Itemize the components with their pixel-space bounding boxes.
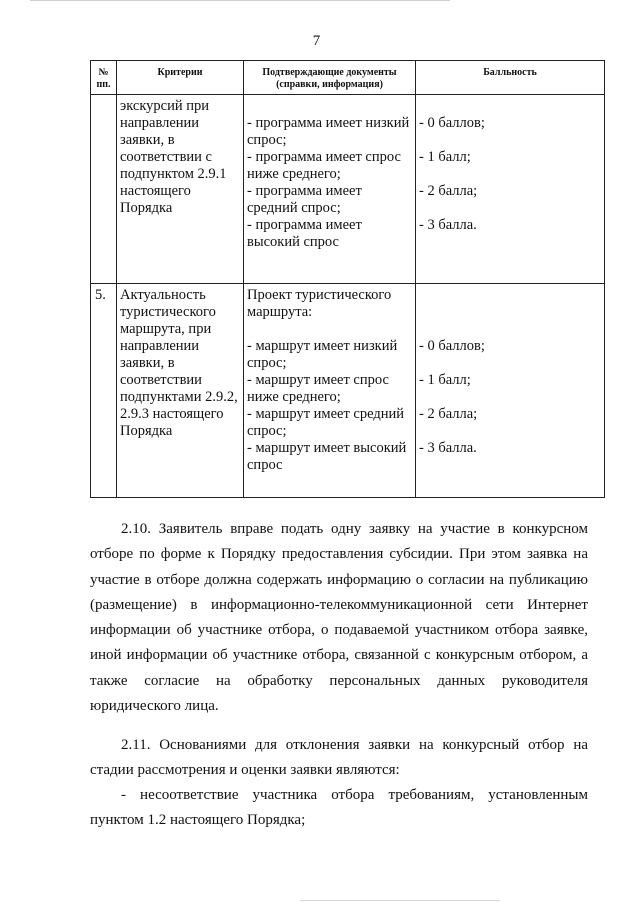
doc-line: - программа имеет высокий спрос — [247, 217, 362, 250]
header-documents: Подтверждающие документы (справки, информация) — [244, 61, 416, 95]
score-line: - 3 балла. — [419, 217, 477, 233]
paragraph-2-10: 2.10. Заявитель вправе подать одну заявку на участие в конкурсном отборе по форме к Порядку предоставления субсидии. При этом заявка на участие в отборе должна содержать информацию о согласии на публикацию (размещение) в информационно-телекоммуникационной сети Интернет информации об участнике отбора, о подаваемой участником отбора заявке, иной информации об участнике отбора, связанной с конкурсным отбором, а также согласие на обработку персональных данных руководителя юридического лица. — [90, 521, 588, 715]
doc-line: - программа имеет спрос ниже среднего; — [247, 149, 401, 182]
table-row — [91, 95, 605, 284]
score-cell — [416, 284, 605, 498]
header-num: № пп. — [91, 61, 117, 95]
scan-top-edge — [30, 0, 450, 1]
score-line: - 1 балл; — [419, 372, 471, 388]
page-number: 7 — [312, 33, 321, 49]
row-number: 5. — [91, 284, 117, 498]
score-line: - 0 баллов; — [419, 115, 485, 131]
criteria-cell: экскурсий при направлении заявки, в соответствии с подпунктом 2.9.1 настоящего Порядка — [117, 95, 244, 284]
criteria-cell: Актуальность туристического маршрута, при направлении заявки, в соответствии подпунктами 2.9.2, 2.9.3 настоящего Порядка — [117, 284, 244, 498]
criteria-table — [90, 60, 605, 498]
row-number — [91, 95, 117, 284]
score-line: - 0 баллов; — [419, 338, 485, 354]
table-header-row — [91, 61, 605, 95]
header-score: Балльность — [416, 61, 605, 95]
doc-intro: Проект туристического маршрута: — [247, 287, 392, 320]
score-cell — [416, 95, 605, 284]
doc-line: - маршрут имеет средний спрос; — [247, 406, 405, 439]
paragraph-2-11: 2.11. Основаниями для отклонения заявки на конкурсный отбор на стадии рассмотрения и оценки заявки являются: — [90, 737, 588, 779]
score-line: - 2 балла; — [419, 406, 478, 422]
documents-cell — [244, 284, 416, 498]
score-line: - 1 балл; — [419, 149, 471, 165]
doc-line: - маршрут имеет низкий спрос; — [247, 338, 398, 371]
doc-line: - маршрут имеет спрос ниже среднего; — [247, 372, 389, 405]
scan-bottom-edge — [300, 900, 500, 901]
header-criteria: Критерии — [117, 61, 244, 95]
paragraph-2-11-item: - несоответствие участника отбора требованиям, установленным пунктом 1.2 настоящего Порядка; — [90, 787, 588, 829]
table-row — [91, 284, 605, 498]
doc-line: - программа имеет низкий спрос; — [247, 115, 410, 148]
score-line: - 2 балла; — [419, 183, 478, 199]
documents-cell — [244, 95, 416, 284]
doc-line: - маршрут имеет высокий спрос — [247, 440, 407, 473]
doc-line: - программа имеет средний спрос; — [247, 183, 362, 216]
score-line: - 3 балла. — [419, 440, 477, 456]
